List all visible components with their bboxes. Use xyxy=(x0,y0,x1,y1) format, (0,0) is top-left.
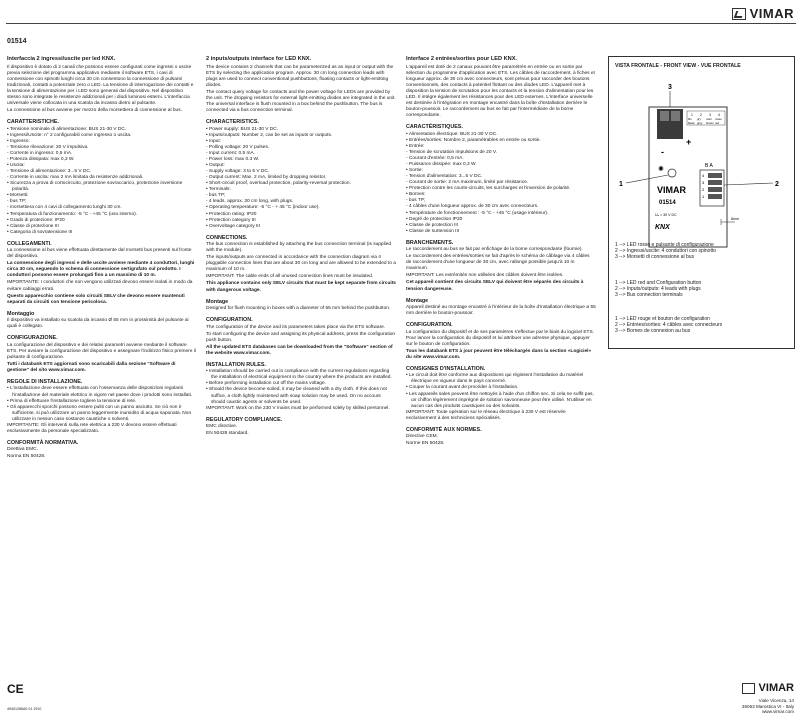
inst-imp-fr: IMPORTANT: Toute opération sur le réseau électrique à 230 V est réservée exclusivement à des techniciens spécialisés. xyxy=(406,409,566,421)
list-item: • Les appareils sales peuvent être nettoyés à l'aide d'un chiffon sec. Si cela ne suffit pas, un chiffon légèrement imprégné de solution savonneuse peut être utilisé. N'utiliser en aucun cas des produits caustiques ou des solvants. xyxy=(406,391,594,409)
terminal-label: gry xyxy=(697,117,701,121)
list-item: • Protection category III xyxy=(206,217,256,223)
list-item: • Le circuit doit être conforme aux dispositions qui régissent l'installation du matériel électrique en vigueur dans le pays concerné. xyxy=(406,373,584,385)
coll1-it: La connessione al bus viene effettuata direttamente dal morsetti bus presenti sul fronte del dispositivo. xyxy=(7,248,192,260)
list-item: • Alimentation électrique: BUS 21-30 V DC. xyxy=(406,131,498,137)
heading-char-en: CHARACTERISTICS. xyxy=(206,119,260,126)
list-item: • Tensione nominale di alimentazione: BUS 21-30 V DC. xyxy=(7,126,127,132)
list-item: • Ingressi/Uscite: n° 2 configurabili come ingresso o uscita. xyxy=(7,132,132,138)
terminal-num: 1 xyxy=(691,113,693,117)
callout-2-line xyxy=(724,183,773,185)
led-star-icon: ✺ xyxy=(658,166,664,173)
list-item: • Classe de surtension III xyxy=(406,228,460,234)
mont-en: Designed for flush mounting in boxes with a diameter of 55 mm behind the pushbutton. xyxy=(206,306,391,312)
heading-norm-fr: CONFORMITÉ AUX NORMES. xyxy=(406,426,482,433)
conn1-en: The bus connection is established by attaching the bus connection terminal (is supplied with the module). xyxy=(206,242,392,254)
list-item: • Power supply: BUS 21-30 V DC. xyxy=(206,126,279,132)
legend-item: 2 --> Ingressi/uscite: 4 conduttori con spinotto xyxy=(615,248,717,255)
device-brand: VIMAR xyxy=(657,185,686,195)
list-item: - Puissance dissipée: max 0,3 W. xyxy=(406,162,477,168)
legend-item: 3 --> Bus connection terminals xyxy=(615,292,683,299)
list-item: - Output current: Max. 2 mA, limited by dropping resistor. xyxy=(206,175,327,181)
list-item: - Potenza dissipata: max 0,3 W. xyxy=(7,157,75,163)
intro2-it: La connessione al bus avviene per mezzo della morsettiera di connessione al bus. xyxy=(7,108,182,114)
terminal-num: 3 xyxy=(709,113,711,117)
front-view-panel xyxy=(608,56,795,349)
inst-imp-en: IMPORTANT: Work on the 230 V mains must be performed solely by skilled personnel. xyxy=(206,405,390,411)
list-item: • Categoria di sovratensione III xyxy=(7,229,73,235)
header-divider xyxy=(6,23,796,24)
list-item: • Should the device become soiled, it may be cleaned with a dry cloth. If this does not suffice, a cloth lightly moistened with soap solution may be used. On no account should caustic agents or solvents be used. xyxy=(206,387,387,405)
list-item: • Overvoltage category III xyxy=(206,223,260,229)
list-item: - Power loss: max 0.3 W. xyxy=(206,157,260,163)
inst-imp-it: IMPORTANTE: Gli interventi sulla rete elettrica a 230 V devono essere effettuati esclusivamente da personale specializzato. xyxy=(7,422,177,434)
heading-inst-it: REGOLE DI INSTALLAZIONE. xyxy=(7,378,83,385)
heading-norm-en: REGULATORY COMPLIANCE. xyxy=(206,416,283,423)
list-item: • Operating temperature: -5 °C - + 45 °C (indoor use). xyxy=(206,205,320,211)
heading-norm-it: CONFORMITÀ NORMATIVA. xyxy=(7,439,79,446)
legend-item: 1 --> LED red and Configuration button xyxy=(615,280,702,286)
config-button-icon[interactable] xyxy=(668,169,676,177)
footer-address xyxy=(742,698,794,715)
list-item: • Classe di protezione III xyxy=(7,223,59,229)
list-item: • Classe de protection III xyxy=(406,222,459,228)
list-item: - morsettiera con 4 cavi di collegamento lunghi 30 cm. xyxy=(7,205,122,211)
char-list-fr xyxy=(406,132,596,235)
legend-french xyxy=(615,316,722,335)
ba-label: B A xyxy=(705,163,713,169)
title-it: Interfaccia 2 ingressi/uscite per led KNX. xyxy=(7,56,116,62)
list-item: - Tension d'alimentation: 3...5 V DC. xyxy=(406,174,483,180)
vimar-logo-icon xyxy=(732,8,746,20)
mont-fr: Appareil destiné au montage encastré à l'intérieur de la boîte d'installation électrique ø 55 mm derrière le bouton-poussoir. xyxy=(406,305,596,317)
mont-it: Il dispositivo va installato su scatola da incasso Ø 55 mm in prossimità del pulsante ai quali è collegato. xyxy=(7,318,189,330)
list-item: • Short-circuit proof, overload protection, polarity-reversal protection. xyxy=(206,181,351,187)
address-line: 36063 Marostica VI - Italy xyxy=(741,703,794,709)
list-item: • Bornes: xyxy=(406,192,426,198)
dim-label: 8mm xyxy=(731,217,739,221)
list-item: • Uscita: xyxy=(7,163,25,169)
intro2-en: The contact query voltage for contacts and the power voltage for LEDs are provided by the unit. The dropping resistors for external light-emitting diodes are integrated in the unit. The universal interface is flush mounted in a box behind the pushbutton. The bus is connected via a bus connection terminal. xyxy=(206,90,396,114)
norm1-en: EMC directive. xyxy=(206,424,238,430)
heading-conn-fr: BRANCHEMENTS. xyxy=(406,239,454,246)
connector-pin xyxy=(708,194,722,199)
list-item: - Supply voltage: 3 to 5 V DC. xyxy=(206,169,270,175)
list-item: • Installation should be carried out in compliance with the current regulations regarding the installation of electrical equipment in the country where the products are installed. xyxy=(206,369,392,381)
legend-italian xyxy=(615,242,716,261)
address-line: Viale Vicenza, 14 xyxy=(758,698,794,703)
list-item: • Entrée: xyxy=(406,144,425,150)
char-list-it xyxy=(7,127,197,236)
list-item: • Sortie: xyxy=(406,168,423,174)
conf2-it: Tutti i databank ETS aggiornati sono scaricabili dalla sezione "Software di gestione" del sito www.vimar.com. xyxy=(7,361,176,373)
conf1-it: La configurazione del dispositivo e dei relativi parametri avviene mediante il software ETS. Per avviare la configurazione del dispositivo e assegnare l'indirizzo fisico premere il pulsante di configurazione. xyxy=(7,342,196,360)
list-item: • Prima di effettuare l'installazione togliere la tensione di rete. xyxy=(7,398,137,404)
list-item: • Output: xyxy=(206,163,225,169)
norm2-fr: Norme EN 50428. xyxy=(406,441,445,447)
list-item: - Tensione rilevazione: 20 V impulsiva. xyxy=(7,145,89,151)
terminal-label: brown xyxy=(706,121,714,125)
pin-num: 4 xyxy=(702,173,705,178)
intro-it: Il dispositivo è dotato di 2 canali che possono essere configurati come ingressi o uscite previa selezione del programma applicativo mediante il software ETS, i cavi di connessione con spinotti lunghi circa 30 cm consentono la connessione di pulsanti tradizionali, contatti a potenziale zero o LED. La tensione di interrogazione dei contatti e la tensione di alimentazione per i LED sono generati dal dispositivo. Nel dispositivo stesso sono integrate le resistenze addizionali per i diodi luminosi esterni. L'interfaccia universale viene collocata in una scatola da incasso dietro al pulsante. xyxy=(7,65,194,107)
pin-num: 1 xyxy=(702,194,705,199)
conn3-fr: IMPORTANT: Les extrémités non utilisées des câbles doivent être isolées. xyxy=(406,273,564,279)
header-brand xyxy=(732,6,794,21)
ce-mark-icon: CE xyxy=(7,682,24,696)
legend-item: 3 --> Bornes de connexion au bus xyxy=(615,328,691,335)
terminal-slot xyxy=(671,111,680,121)
terminal-num: 2 xyxy=(700,113,702,117)
list-item: - 4 câbles d'une longueur approx. de 30 cm avec connecteurs. xyxy=(406,204,539,210)
vimar-logo-icon xyxy=(742,683,755,694)
legend-item: 1 --> LED rosso e pulsante di configurazione xyxy=(615,242,714,248)
terminal-label: red xyxy=(715,121,720,125)
pin-num: 2 xyxy=(702,187,705,192)
list-item: • Morsetti: xyxy=(7,193,29,199)
list-item: • Input: xyxy=(206,138,222,144)
list-item: • Protection rating: IP20 xyxy=(206,211,257,217)
heading-mont-it: Montaggio xyxy=(7,310,35,317)
product-code: 01514 xyxy=(7,38,27,45)
list-item: - Polling voltage: 20 V pulses. xyxy=(206,145,270,151)
conf2-fr: Tous les databank ETS à jour peuvent être téléchargés dans la section «Logiciel» du site www.vimar.com. xyxy=(406,348,592,360)
conf2-en: To start configuring the device and assigning its physical address, press the configuration push button. xyxy=(206,331,396,343)
terminal-label: black xyxy=(688,121,695,125)
conf1-en: The configuration of the device and its parameters takes place via the ETS software. xyxy=(206,324,386,330)
heading-coll-it: COLLEGAMENTI. xyxy=(7,240,52,247)
norm2-en: EN 50428 standard. xyxy=(206,431,249,437)
intro-fr: L'appareil est doté de 2 canaux pouvant être paramétrés en entrée ou en sortie par sélection du programme d'application avec ETS. Les câbles de raccordement, à fiches et longueur approx. de 30 cm avec connecteurs, sont prévus pour raccorder des boutons conventionnels, des contacts à potentiel flottant ou des diodes LED. L'appareil met à disposition la tension de scrutation pour les contacts et la tension d'alimentation pour les LED. Il intègre également les résistances pour des LED externes. L'interface universelle est destinée à l'intégration en montage encastré dans la boîte d'installation derrière le bouton-poussoir. Le raccordement au bus se fait par l'intermédiaire de la borne correspondante. xyxy=(406,65,595,119)
norm1-it: Direttiva EMC. xyxy=(7,447,38,453)
device-code: 01514 xyxy=(659,200,676,206)
heading-conf-it: CONFIGURAZIONE. xyxy=(7,335,58,342)
heading-mont-fr: Montage xyxy=(406,297,429,304)
list-item: • Terminals: xyxy=(206,187,231,193)
conn2-fr: Le raccordement des entrées/sorties se fait d'après le schéma de câblage via 4 câbles de raccordement d'une longueur de 30 cm, avec rallonge possible jusqu'à 10 m maximum. xyxy=(406,254,590,272)
list-item: • Couper la courant avant de procéder à l'installation. xyxy=(406,385,519,391)
coll2-it: La connessione degli ingressi e delle uscite avviene mediante 4 conduttori, lunghi circa 30 cm, seguendo lo schema di connessione sertigrafato sul prodotto. I conduttori possono essere prolungati fino a un massimo di 10 m. xyxy=(7,261,195,279)
title-fr: Interface 2 entrées/sorties pour LED KNX. xyxy=(406,56,517,62)
heading-char-it: CARATTERISTICHE. xyxy=(7,119,60,126)
terminal-label: grey xyxy=(697,121,703,125)
column-italian xyxy=(7,56,197,461)
list-item: - Input current: 0.5 mA. xyxy=(206,151,256,157)
footer-brand-name: VIMAR xyxy=(758,682,794,694)
coll4-it: Questo apparecchio contiene solo circuiti SELV che devono essere mantenuti separati da circuiti con tensione pericolosa. xyxy=(7,293,185,305)
website-link[interactable]: www.vimar.com xyxy=(762,709,794,715)
list-item: - Corrente in uscita: max 2 mA limitata da resistenze addizionali. xyxy=(7,175,144,181)
list-item: • Entrées/sorties: Nombre 2, paramétrables en entrée ou sortie. xyxy=(406,137,541,143)
column-english xyxy=(206,56,396,438)
list-item: • Inputs/outputs: Number 2, can be set as inputs or outputs. xyxy=(206,132,333,138)
list-item: • Protection contre les courts-circuits, les surcharges et l'inversion de polarité. xyxy=(406,186,571,192)
list-item: • L'installazione deve essere effettuata con l'osservanza delle disposizioni regolanti l'installazione del materiale elettrico in vigore nel paese dove i prodotti sono installati. xyxy=(7,386,193,398)
list-item: - Corrente in ingresso: 0,5 mA. xyxy=(7,151,73,157)
list-item: • Ingresso: xyxy=(7,138,30,144)
norm2-it: Norma EN 50428. xyxy=(7,454,46,460)
legend-item: 2 --> Inputs/outputs: 4 leads with plugs xyxy=(615,286,701,293)
list-item: - bus TP; xyxy=(406,198,426,204)
conn4-en: This appliance contains only SELV circuits that must be kept separate from circuits with dangerous voltage. xyxy=(206,281,396,293)
list-item: • Température de fonctionnement : -5 °C - +45 °C (usage intérieur). xyxy=(406,210,549,216)
list-item: - Tensione di alimentazione: 3...5 V DC. xyxy=(7,169,92,175)
device-voltage: Uₙ = 30 V DC xyxy=(655,213,677,217)
legend-item: 1 --> LED rouge et bouton de configuration xyxy=(615,316,710,322)
front-view-title: VISTA FRONTALE - FRONT VIEW - VUE FRONTALE xyxy=(615,63,741,69)
norm1-fr: Directive CEM. xyxy=(406,434,438,440)
list-item: • Gli apparecchi sporchi possono essere puliti con un panno asciutto. Se ciò non è sufficiente, si può utilizzare un panno leggermente inumidito di acqua saponata. Non utilizzare in nessun caso sostanze caustiche o solventi. xyxy=(7,404,192,422)
terminal-slot xyxy=(660,111,669,121)
heading-conf-en: CONFIGURATION. xyxy=(206,317,253,324)
minus-label: - xyxy=(661,147,664,157)
conn3-en: IMPORTANT: The cable ends of all unused connection lines must be insulated. xyxy=(206,274,374,280)
callout-1: 1 xyxy=(619,181,623,188)
conn1-fr: Le raccordement au bus se fait par enfichage de la borne correspondante (fournie). xyxy=(406,247,583,253)
connector-pin xyxy=(708,187,722,192)
legend-english xyxy=(615,280,701,299)
callout-2: 2 xyxy=(775,181,779,188)
terminal-num: 4 xyxy=(718,113,720,117)
heading-char-fr: CARACTÉRISTIQUES. xyxy=(406,124,463,131)
column-french xyxy=(406,56,596,448)
callout-3: 3 xyxy=(668,84,672,91)
doc-code: 49401286A0 01 1910 xyxy=(7,707,42,711)
conf3-en: All the updated ETS databases can be downloaded from the "Software" section of the website www.vimar.com. xyxy=(206,344,393,356)
terminal-label: marr xyxy=(706,117,712,121)
list-item: - bus TP; xyxy=(206,193,226,199)
footer-brand xyxy=(742,682,794,694)
char-list-en xyxy=(206,127,396,230)
plus-label: + xyxy=(686,137,692,147)
list-item: • Grado di protezione: IP20 xyxy=(7,217,65,223)
heading-conf-fr: CONFIGURATION. xyxy=(406,322,453,329)
list-item: • Before performing installation cut off the mains voltage. xyxy=(206,381,326,387)
terminal-label: blu xyxy=(688,117,692,121)
terminal-label: rosso xyxy=(715,117,722,121)
title-en: 2 inputs/outputs interface for LED KNX. xyxy=(206,56,312,62)
heading-conn-en: CONNECTIONS. xyxy=(206,234,248,241)
list-item: - bus TP; xyxy=(7,199,27,205)
intro-en: The device contains 2 channels that can be parameterized as an input or output with the ETS by selecting the application program. Approx. 30 cm long connection leads with plugs are used to connect conventional pushbuttons, floating contacts or light-emitting diodes. xyxy=(206,65,394,89)
conn2-en: The inputs/outputs are connected in accordance with the connection diagram via 4 pluggable connection lines that are about 30 cm long and are allowed to be extended to a maximum of 10 m. xyxy=(206,255,396,273)
list-item: • Degré de protection IP20 xyxy=(406,216,463,222)
legend-item: 2 --> Entrées/sorties: 4 câbles avec connecteurs xyxy=(615,322,723,329)
list-item: • Sicurezza a prova di cortocircuito, protezione sovraccarico, protezione inversione polarità. xyxy=(7,181,183,193)
brand-name: VIMAR xyxy=(749,6,794,21)
conf1-fr: La configuration du dispositif et de ses paramètres s'effectue par le biais du logiciel ETS. Pour lancer la configuration du dispositif et lui attribuer une adresse physique, appuyer sur le bouton de configuration. xyxy=(406,329,595,347)
heading-mont-en: Montage xyxy=(206,298,229,305)
pin-num: 3 xyxy=(702,180,705,185)
heading-inst-en: INSTALLATION RULES. xyxy=(206,361,266,368)
knx-logo: KNX xyxy=(655,224,670,231)
list-item: - Courant d'entrée: 0,5 mA. xyxy=(406,156,464,162)
list-item: - Tension de scrutation impulsions de 20 V. xyxy=(406,150,497,156)
conn4-fr: Cet appareil contient des circuits SELV qui doivent être séparés des circuits à tension dangereuse. xyxy=(406,280,584,292)
legend-item: 3 --> Morsetti di connessione al bus xyxy=(615,254,695,261)
list-item: • Temperatura di funzionamento: -5 °C - +45 °C (uso interno). xyxy=(7,211,138,217)
heading-inst-fr: CONSIGNES D'INSTALLATION. xyxy=(406,365,486,372)
list-item: - Courant de sortie: 2 mA maximum, limité par résistance. xyxy=(406,180,529,186)
connector-pin xyxy=(708,180,722,185)
coll3-it: IMPORTANTE: I conduttori che non vengono utilizzati devono essere isolati in modo da evitare cablaggi errati. xyxy=(7,280,193,292)
list-item: - 4 leads, approx. 30 cm long, with plugs. xyxy=(206,199,294,205)
connector-pin xyxy=(708,173,722,178)
